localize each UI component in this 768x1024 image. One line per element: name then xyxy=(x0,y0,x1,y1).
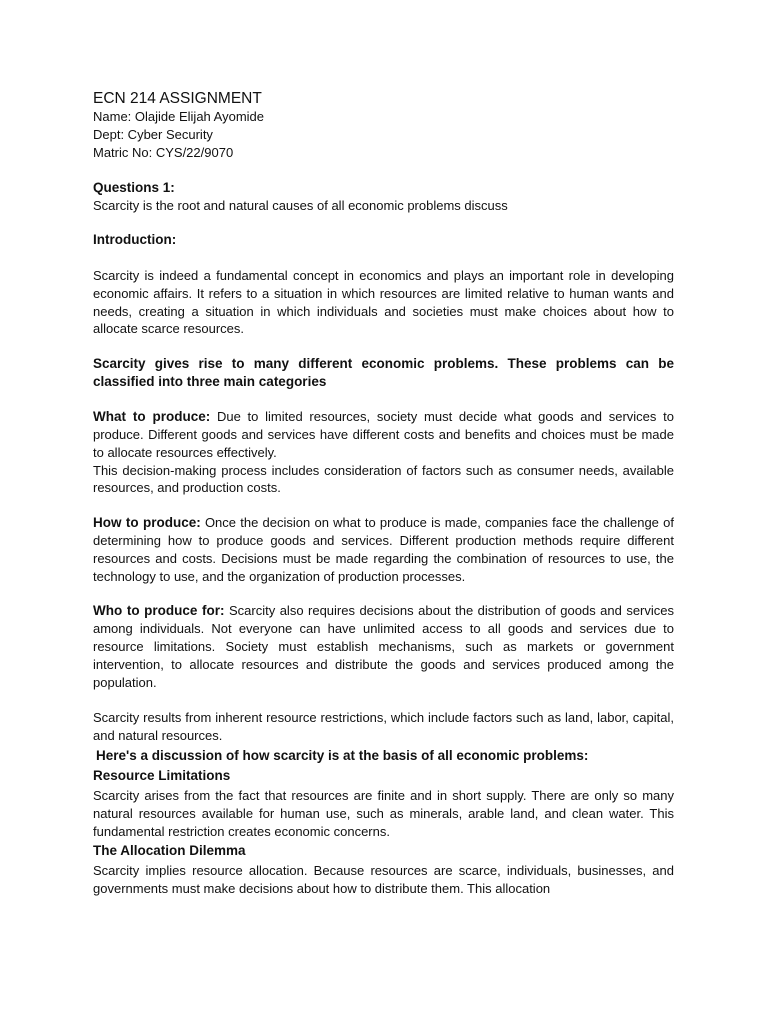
student-matric: Matric No: CYS/22/9070 xyxy=(93,145,234,160)
resource-limitations-heading: Resource Limitations xyxy=(93,767,231,783)
who-to-produce-for-lead: Who to produce for: xyxy=(93,603,225,619)
what-to-produce-lead: What to produce: xyxy=(93,409,211,425)
resource-limitations-paragraph: Scarcity arises from the fact that resources are finite and in short supply. There are only so many natural resources available for human use, such as minerals, arable land, and clean water. This fundamental restriction creates economic concerns. xyxy=(93,787,674,839)
how-to-produce-paragraph xyxy=(93,514,674,585)
allocation-dilemma-paragraph: Scarcity implies resource allocation. Because resources are scarce, individuals, businesses, and governments must make decisions about how to distribute them. This allocation xyxy=(93,863,674,897)
student-dept: Dept: Cyber Security xyxy=(93,127,213,142)
student-name: Name: Olajide Elijah Ayomide xyxy=(93,109,265,124)
who-to-produce-for-text: Scarcity also requires decisions about the distribution of goods and services among individuals. Not everyone can have unlimited access to all goods and services due to resource limitations. Society must establish mechanisms, such as markets or government intervention, to allocate resources and distribute the goods and services produced among the population. xyxy=(93,603,674,690)
intro-paragraph: Scarcity is indeed a fundamental concept in economics and plays an important role in developing economic affairs. It refers to a situation in which resources are limited relative to human wants and needs, creating a situation in which individuals and societies must make choices about how to allocate scarce resources. xyxy=(93,268,674,337)
what-to-produce-text: Due to limited resources, society must decide what goods and services to produce. Different goods and services have different costs and benefits and choices must be made to allocate resources effectively. xyxy=(93,409,674,460)
intro-heading: Introduction: xyxy=(93,232,177,247)
how-to-produce-text: Once the decision on what to produce is made, companies face the challenge of determining how to produce goods and services. Different production methods require different resources and costs. Decisions must be made regarding the combination of resources to use, the technology to use, and the organization of production processes. xyxy=(93,515,674,584)
categories-heading: Scarcity gives rise to many different economic problems. These problems can be classified into three main categories xyxy=(93,356,674,390)
assignment-title: ECN 214 ASSIGNMENT xyxy=(93,90,262,107)
allocation-dilemma-heading: The Allocation Dilemma xyxy=(93,843,246,859)
decision-paragraph: This decision-making process includes consideration of factors such as consumer needs, available resources, and production costs. xyxy=(93,462,674,496)
how-to-produce-lead: How to produce: xyxy=(93,515,201,531)
who-to-produce-for-paragraph xyxy=(93,602,674,691)
question-text: Scarcity is the root and natural causes of all economic problems discuss xyxy=(93,198,508,213)
what-to-produce-paragraph xyxy=(93,408,674,461)
question-heading: Questions 1: xyxy=(93,180,175,195)
scarcity-results-paragraph: Scarcity results from inherent resource restrictions, which include factors such as land, labor, capital, and natural resources. xyxy=(93,710,674,744)
discussion-heading: Here's a discussion of how scarcity is at the basis of all economic problems: xyxy=(96,747,589,763)
document-body xyxy=(93,89,674,898)
